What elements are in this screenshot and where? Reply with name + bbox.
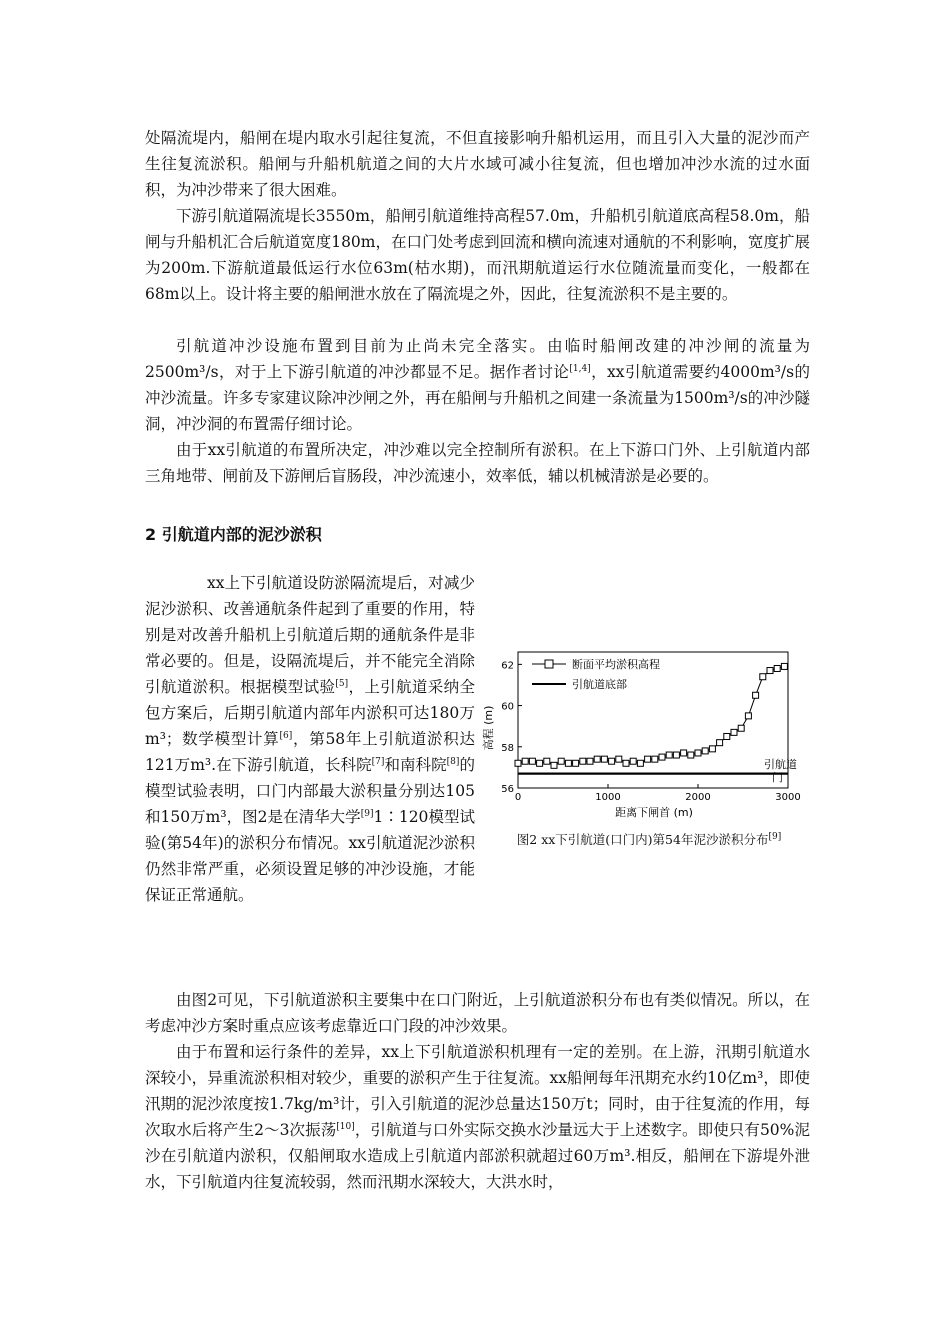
data-point	[688, 752, 694, 758]
data-point	[673, 752, 679, 758]
y-tick-label: 62	[501, 660, 514, 672]
paragraph-text: 和南科院	[384, 756, 447, 774]
paragraph-text: ，上引航道采纳全包方案后，后期引航道内部年内淤积可达180万m³；数学模型计算	[145, 678, 475, 748]
data-point	[551, 762, 557, 768]
x-axis-label: 距离下闸首 (m)	[615, 806, 693, 819]
legend-label-bottom: 引航道底部	[572, 678, 627, 691]
citation-ref: [7]	[371, 756, 385, 767]
paragraph-text: ，xx引航道需要约4000m³/s的冲沙流量。许多专家建议除冲沙闸之外，再在船闸与升船机之间建一条流量为1500m³/s的冲沙隧洞，冲沙洞的布置需仔细讨论。	[145, 363, 810, 433]
paragraph-text: 的模型试验表明，口门内部最大淤积量分别达105和150万m³，图2是在清华大学	[145, 756, 475, 826]
data-point	[515, 760, 521, 766]
data-point	[529, 758, 535, 764]
data-point	[630, 758, 636, 764]
data-point	[594, 756, 600, 762]
data-point	[702, 748, 708, 754]
data-point	[623, 760, 629, 766]
data-point	[681, 750, 687, 756]
data-point	[738, 725, 744, 731]
x-tick-label: 2000	[685, 792, 711, 803]
data-point	[637, 760, 643, 766]
paragraph-text: ，第58年上引航道淤积达121万m³.在下游引航道，长科院	[145, 730, 475, 774]
data-point	[753, 692, 759, 698]
annotation-approach-channel: 引航道	[764, 758, 797, 771]
data-point	[601, 756, 607, 762]
data-point	[659, 754, 665, 760]
citation-ref: [1,4]	[569, 363, 591, 374]
series-line-sediment	[518, 666, 784, 765]
data-point	[767, 668, 773, 674]
x-tick-label: 0	[514, 792, 522, 803]
y-tick-label: 58	[501, 742, 514, 754]
data-point	[616, 756, 622, 762]
body-paragraph: 处隔流堤内，船闸在堤内取水引起往复流，不但直接影响升船机运用，而且引入大量的泥沙而产生往复流淤积。船闸与升船机航道之间的大片水域可减小往复流，但也增加冲沙水流的过水面积，为冲沙带来了很大困难。	[145, 129, 810, 199]
body-paragraph: 由图2可见，下引航道淤积主要集中在口门附近，上引航道淤积分布也有类似情况。所以，在考虑冲沙方案时重点应该考虑靠近口门段的冲沙效果。	[145, 991, 810, 1035]
body-paragraph: 下游引航道隔流堤长3550m，船闸引航道维持高程57.0m，升船机引航道底高程58.0m，船闸与升船机汇合后航道宽度180m，在口门处考虑到回流和横向流速对通航的不利影响，宽度扩展为200m.下游航道最低运行水位63m(枯水期)，而汛期航道运行水位随流量而变化，一般都在68m以上。设计将主要的船闸泄水放在了隔流堤之外，因此，往复流淤积不是主要的。	[145, 207, 810, 303]
legend-marker-square	[545, 660, 553, 668]
figure-caption	[484, 830, 814, 850]
citation-ref: [10]	[336, 1121, 355, 1132]
citation-ref: [8]	[446, 756, 460, 767]
citation-ref: [9]	[768, 831, 782, 842]
x-tick-label: 1000	[595, 792, 621, 803]
data-point	[709, 746, 715, 752]
body-paragraph	[145, 333, 810, 437]
data-point	[774, 665, 780, 671]
data-point	[781, 663, 787, 669]
x-tick-label: 3000	[775, 792, 801, 803]
data-point	[573, 760, 579, 766]
body-paragraph: 由于xx引航道的布置所决定，冲沙难以完全控制所有淤积。在上下游口门外、上引航道内部三角地带、闸前及下游闸后盲肠段，冲沙流速小，效率低，辅以机械清淤是必要的。	[145, 441, 810, 485]
data-point	[544, 758, 550, 764]
y-tick-label: 56	[501, 784, 514, 795]
data-point	[745, 713, 751, 719]
paragraph-text: 引航道冲沙设施布置到目前为止尚未完全落实。由临时船闸改建的冲沙闸的流量为2500m³/s，对于上下游引航道的冲沙都显不足。据作者讨论	[145, 337, 810, 381]
data-point	[645, 756, 651, 762]
data-point	[760, 674, 766, 680]
legend-label-sediment: 断面平均淤积高程	[572, 658, 660, 671]
citation-ref: [9]	[360, 808, 374, 819]
plot-frame	[518, 652, 788, 788]
citation-ref: [5]	[335, 678, 349, 689]
data-point	[522, 758, 528, 764]
paragraph-text: 由于布置和运行条件的差异，xx上下引航道淤积机理有一定的差别。在上游，汛期引航道水深较小，异重流淤积相对较少，重要的淤积产生于往复流。xx船闸每年汛期充水约10亿m³，即使汛期的泥沙浓度按1.7kg/m³计，引入引航道的泥沙总量达150万t；同时，由于往复流的作用，每次取水后将产生2～3次振荡	[145, 1043, 810, 1139]
data-point	[666, 752, 672, 758]
y-tick-label: 60	[501, 701, 514, 713]
data-point	[652, 756, 658, 762]
data-point	[587, 758, 593, 764]
body-paragraph	[145, 1039, 810, 1195]
annotation-gate: 门	[772, 771, 783, 784]
data-point	[565, 760, 571, 766]
paragraph-text: ，引航道与口外实际交换水沙量远大于上述数字。即使只有50%泥沙在引航道内淤积，仅船闸取水造成上引航道内部淤积就超过60万m³.相反，船闸在下游堤外泄水，下引航道内往复流较弱，然而汛期水深较大，大洪水时，	[145, 1121, 810, 1191]
y-axis-label: 高程 (m)	[482, 705, 495, 751]
data-point	[537, 760, 543, 766]
figure-2	[484, 648, 810, 822]
data-point	[724, 733, 730, 739]
paragraph-text: 1∶120模型试验(第54年)的淤积分布情况。xx引航道泥沙淤积仍然非常严重，必须设置足够的冲沙设施，才能保证正常通航。	[145, 808, 475, 904]
data-point	[609, 758, 615, 764]
citation-ref: [6]	[279, 730, 293, 741]
data-point	[580, 758, 586, 764]
caption-text: 图2 xx下引航道(口门内)第54年泥沙淤积分布	[516, 832, 769, 847]
section-heading: 2 引航道内部的泥沙淤积	[145, 525, 322, 544]
left-column-paragraph	[145, 570, 475, 908]
data-point	[717, 740, 723, 746]
data-point	[558, 758, 564, 764]
sedimentation-chart	[484, 648, 810, 818]
data-point	[731, 729, 737, 735]
data-point	[695, 750, 701, 756]
paragraph-text: xx上下引航道设防淤隔流堤后，对减少泥沙淤积、改善通航条件起到了重要的作用，特别是对改善升船机上引航道后期的通航条件是非常必要的。但是，设隔流堤后，并不能完全消除引航道淤积。根据模型试验	[145, 574, 475, 696]
